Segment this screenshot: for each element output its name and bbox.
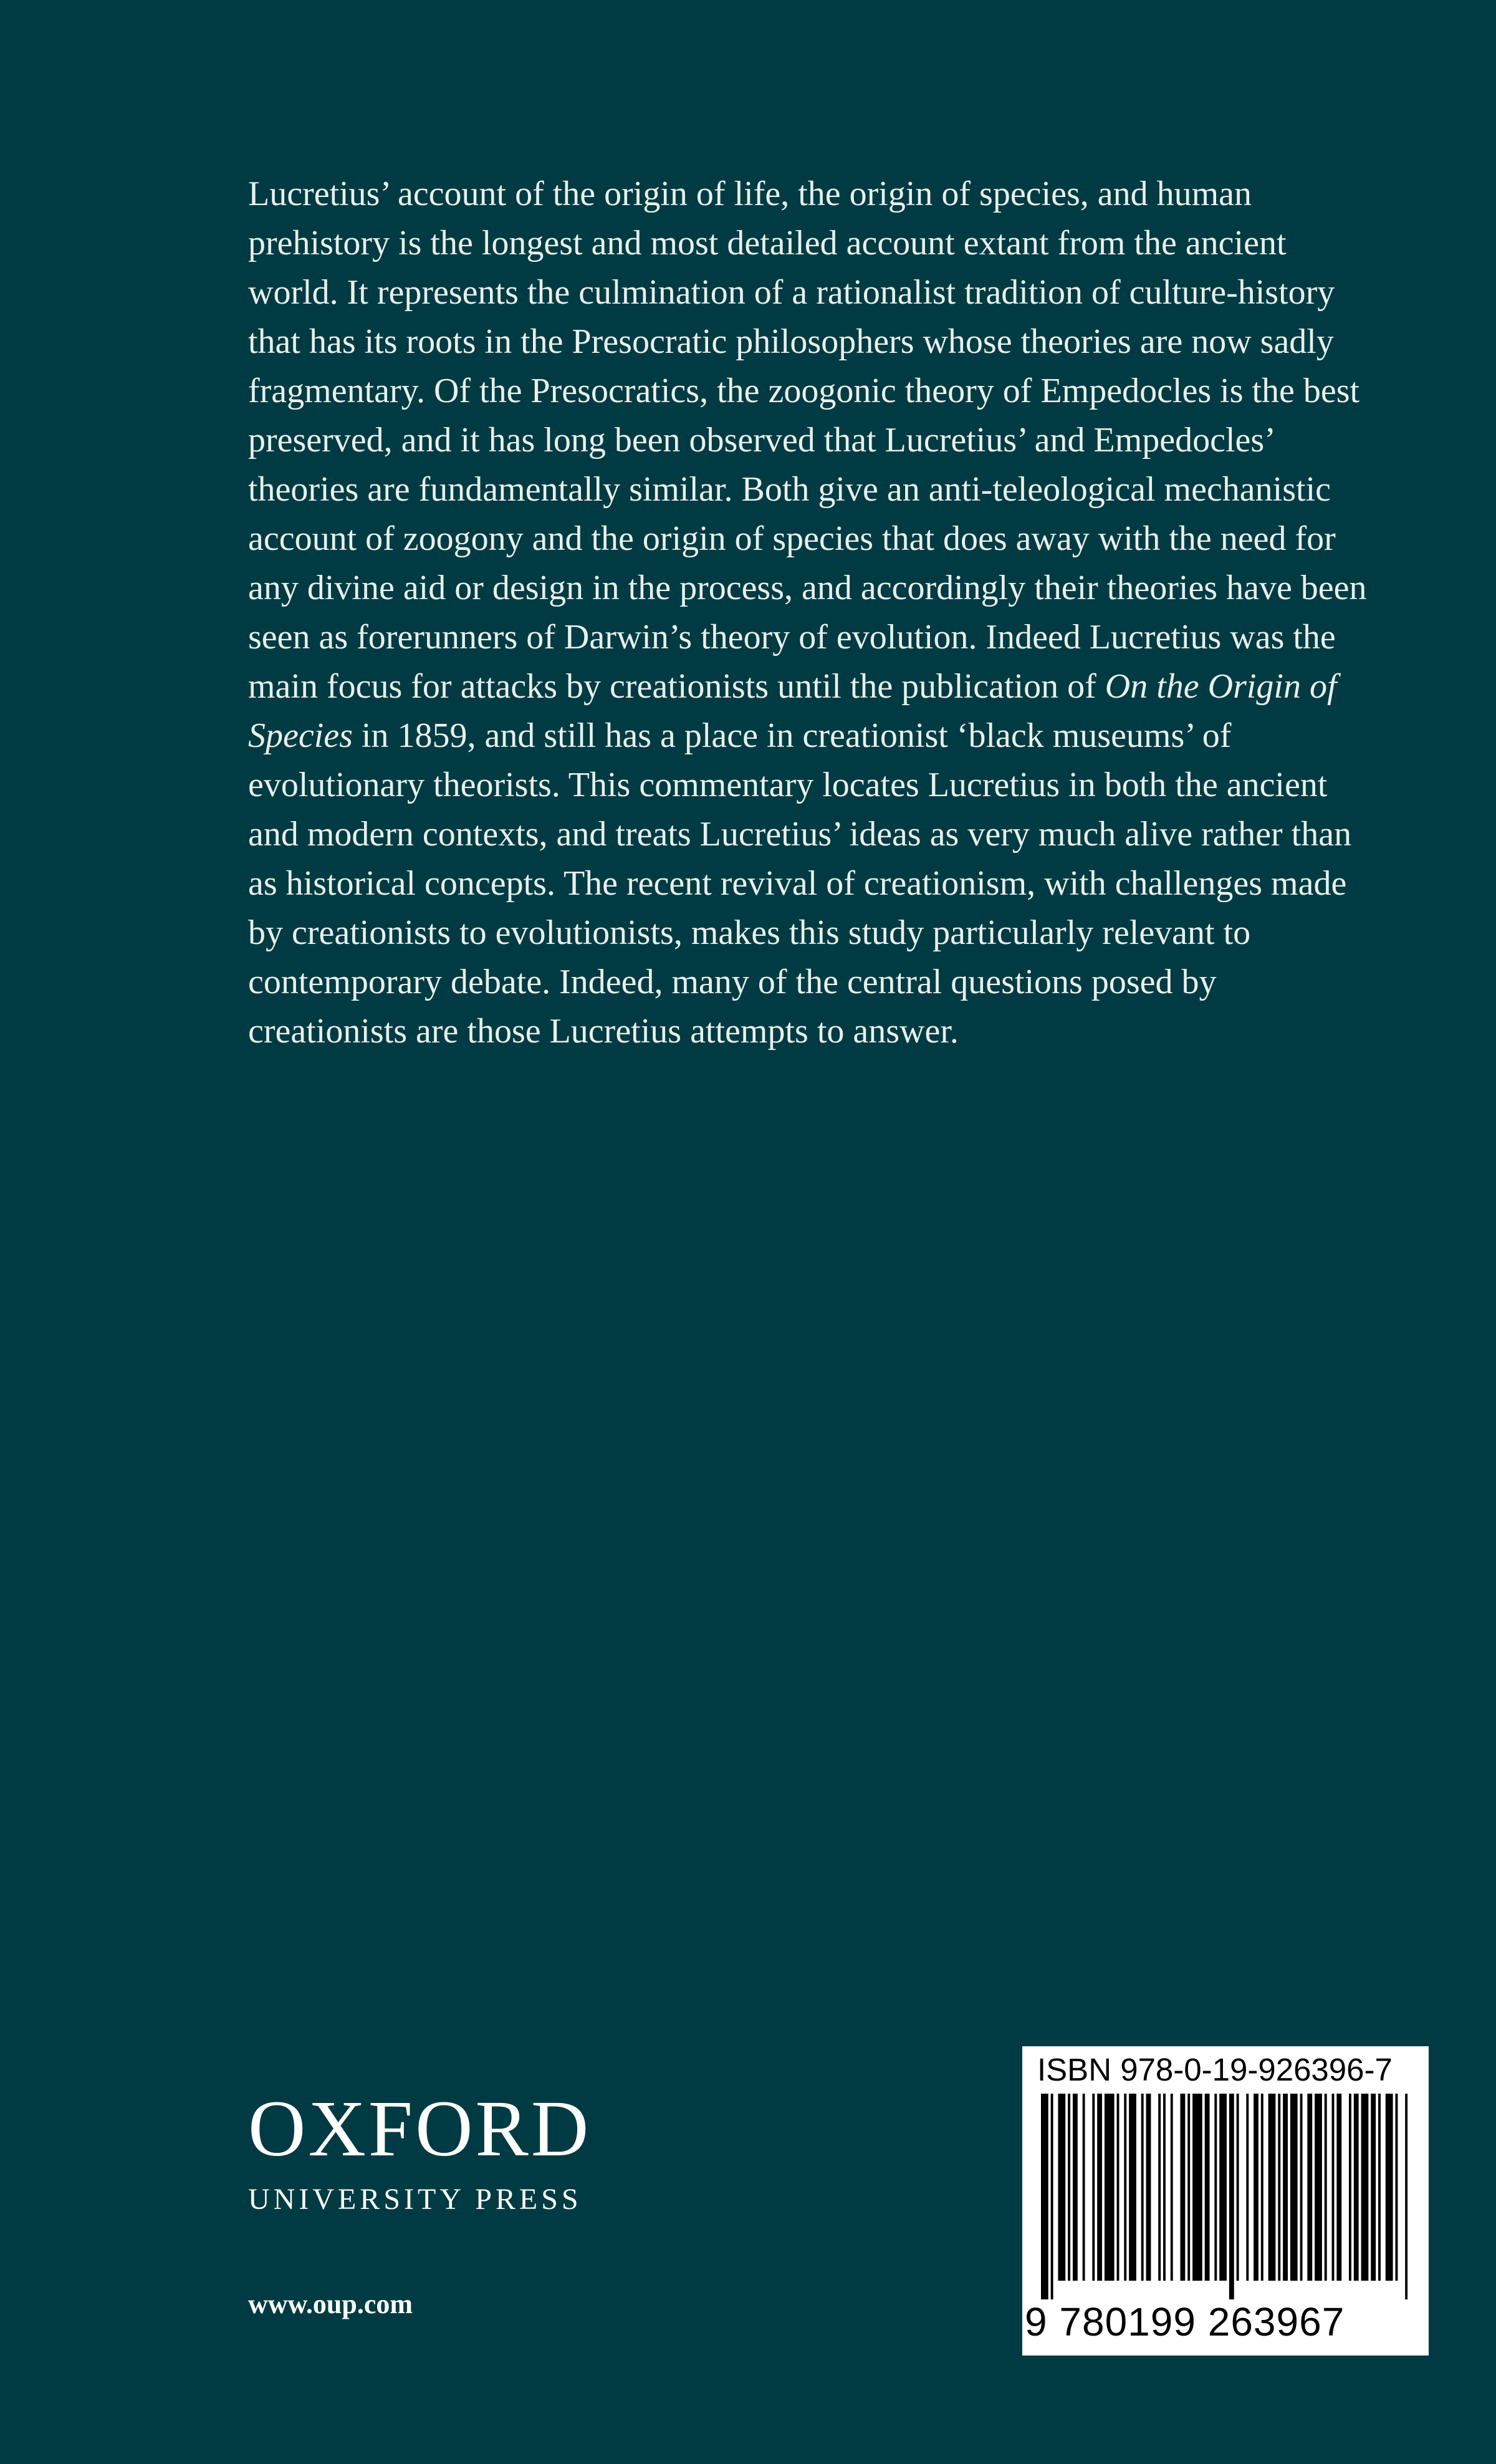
barcode-bar [1332,2094,1335,2281]
barcode-bar [1146,2094,1151,2281]
barcode-bar [1371,2094,1376,2281]
barcode-bar [1117,2094,1120,2281]
barcode-bar [1205,2094,1210,2281]
barcode-bar [1300,2094,1303,2281]
publisher-logo [248,2084,592,2218]
barcode-bar [1073,2094,1078,2281]
barcode-bar [1325,2094,1327,2281]
barcode-bar [1283,2094,1288,2281]
barcode-bars-icon [1041,2094,1410,2299]
barcode-bar [1254,2094,1259,2281]
barcode-bar [1268,2094,1276,2281]
barcode-bar [1405,2094,1407,2299]
isbn-label: ISBN 978-0-19-926396-7 [1037,2052,1393,2087]
barcode-bar [1083,2094,1085,2281]
barcode-bar [1051,2094,1053,2299]
isbn-barcode [1022,2046,1429,2356]
barcode-bar [1378,2094,1381,2281]
barcode-digits: 9 780199 263967 [1025,2299,1345,2344]
blurb-book-title: On the Origin of Species [248,667,1337,755]
blurb-lead: Lucretius’ account of the origin of life, the origin of species, and human prehistory is the longest and most detailed account extant from the ancient world. It represents the culmination of a rationalist tradition of culture-history that has its roots in the Presocratic philosophers whose theories are now sadly fragmentary. Of the Presocratics, the zoogonic theory of Empedocles is the best preserved, and it has long been observed that Lucretius’ and Empedocles’ theories are fundamentally similar. Both give an anti-teleological mechanistic account of zoogony and the origin of species that does away with the need for any divine aid or design in the process, and accordingly their theories have been seen as forerunners of Darwin’s theory of evolution. Indeed Lucretius was the main focus for attacks by creationists until the publication of [248,175,1367,706]
barcode-bar [1141,2094,1144,2281]
barcode-bar [1171,2094,1173,2281]
publisher-name: OXFORD [248,2084,592,2173]
barcode-bar [1278,2094,1280,2281]
barcode-bar [1361,2094,1369,2281]
barcode-bar [1229,2094,1234,2299]
barcode-bar [1214,2094,1217,2281]
barcode-bar [1158,2094,1161,2281]
barcode-bar [1386,2094,1393,2281]
barcode-bar [1192,2094,1202,2281]
barcode-bar [1068,2094,1070,2281]
barcode-bar [1336,2094,1341,2281]
barcode-bar [1315,2094,1322,2281]
barcode-bar [1163,2094,1166,2281]
barcode-bar [1261,2094,1263,2281]
barcode-bar [1124,2094,1126,2281]
barcode-bar [1246,2094,1249,2281]
barcode-bar [1092,2094,1095,2281]
publisher-website: www.oup.com [248,2289,413,2319]
barcode-bar [1395,2094,1398,2281]
barcode-bar [1058,2094,1065,2281]
barcode-bar [1237,2094,1239,2281]
barcode-bar [1180,2094,1185,2281]
back-cover-blurb [248,170,1383,1056]
publisher-subtitle: UNIVERSITY PRESS [248,2183,582,2216]
barcode-bar [1105,2094,1115,2281]
barcode-bar [1354,2094,1359,2281]
blurb-rest: in 1859, and still has a place in creationist ‘black museums’ of evolutionary theorists. This commentary locates Lucretius in both the ancient and modern contexts, and treats Lucretius’ ideas as very much alive rather than as historical concepts. The recent revival of creationism, with challenges made by creationists to evolutionists, makes this study particularly relevant to contemporary debate. Indeed, many of the central questions posed by creationists are those Lucretius attempts to answer. [248,716,1352,1051]
barcode-bar [1041,2094,1048,2299]
barcode-bar [1219,2094,1227,2281]
barcode-bar [1290,2094,1298,2281]
barcode-bar [1129,2094,1136,2281]
barcode-bar [1097,2094,1102,2281]
barcode-bar [1307,2094,1312,2281]
barcode-bar [1187,2094,1190,2281]
barcode-bar [1349,2094,1351,2281]
